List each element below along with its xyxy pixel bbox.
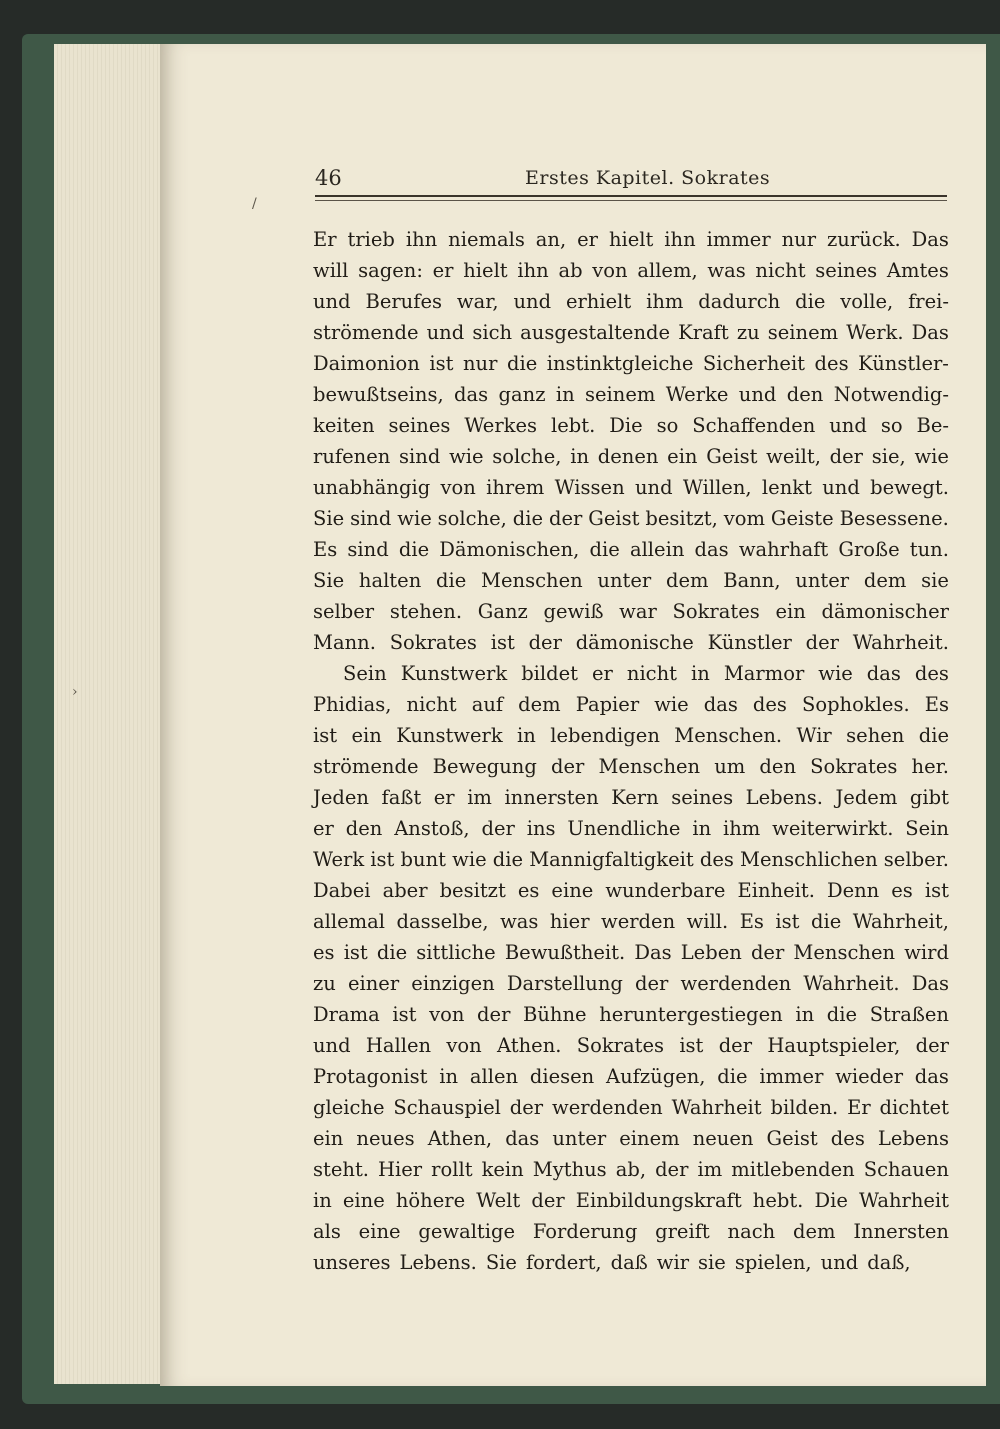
- text-line: selber stehen. Ganz gewiß war Sokrates ein dämonischer: [313, 600, 949, 623]
- body-text: [313, 224, 949, 1278]
- text-line: Werk ist bunt wie die Mannigfaltigkeit des Menschlichen selber.: [313, 848, 949, 871]
- text-line: ist ein Kunstwerk in lebendigen Menschen. Wir sehen die: [313, 724, 949, 747]
- text-line: keiten seines Werkes lebt. Die so Schaffenden und so Be-: [313, 414, 949, 437]
- page-number: 46: [315, 166, 342, 190]
- text-line: in eine höhere Welt der Einbildungskraft hebt. Die Wahrheit: [313, 1189, 949, 1212]
- text-line: steht. Hier rollt kein Mythus ab, der im mitlebenden Schauen: [313, 1158, 949, 1181]
- text-line: zu einer einzigen Darstellung der werdenden Wahrheit. Das: [313, 972, 949, 995]
- text-line: und Berufes war, und erhielt ihm dadurch die volle, frei-: [313, 290, 949, 313]
- text-line: Jeden faßt er im innersten Kern seines Lebens. Jedem gibt: [313, 786, 949, 809]
- text-line: ein neues Athen, das unter einem neuen Geist des Lebens: [313, 1127, 949, 1150]
- text-line: unseres Lebens. Sie fordert, daß wir sie spielen, und daß,: [313, 1251, 911, 1274]
- header-rule: [315, 195, 947, 197]
- text-line: Mann. Sokrates ist der dämonische Künstler der Wahrheit.: [313, 631, 949, 654]
- text-line: Es sind die Dämonischen, die allein das wahrhaft Große tun.: [313, 538, 949, 561]
- text-line: Dabei aber besitzt es eine wunderbare Einheit. Denn es ist: [313, 879, 949, 902]
- text-line: er den Anstoß, der ins Unendliche in ihm weiterwirkt. Sein: [313, 817, 949, 840]
- text-line: strömende Bewegung der Menschen um den Sokrates her.: [313, 755, 949, 778]
- text-line: allemal dasselbe, was hier werden will. Es ist die Wahrheit,: [313, 910, 949, 933]
- page-edges: [54, 44, 174, 1384]
- text-line: als eine gewaltige Forderung greift nach dem Innersten: [313, 1220, 949, 1243]
- text-line: Phidias, nicht auf dem Papier wie das des Sophokles. Es: [313, 693, 949, 716]
- running-head: [315, 166, 947, 196]
- text-line: Drama ist von der Bühne heruntergestiegen in die Straßen: [313, 1003, 949, 1026]
- text-line: gleiche Schauspiel der werdenden Wahrheit bilden. Er dichtet: [313, 1096, 949, 1119]
- text-line: will sagen: er hielt ihn ab von allem, was nicht seines Amtes: [313, 259, 949, 282]
- text-line: bewußtseins, das ganz in seinem Werke und den Notwendig-: [313, 383, 949, 406]
- text-line: Sie sind wie solche, die der Geist besitzt, vom Geiste Besessene.: [313, 507, 949, 530]
- text-line: Daimonion ist nur die instinktgleiche Sicherheit des Künstler-: [313, 352, 949, 375]
- text-line: rufenen sind wie solche, in denen ein Geist weilt, der sie, wie: [313, 445, 949, 468]
- text-line: Sein Kunstwerk bildet er nicht in Marmor wie das des: [343, 662, 949, 685]
- text-line: Er trieb ihn niemals an, er hielt ihn immer nur zurück. Das: [313, 228, 949, 251]
- text-line: strömende und sich ausgestaltende Kraft zu seinem Werk. Das: [313, 321, 949, 344]
- text-line: und Hallen von Athen. Sokrates ist der Hauptspieler, der: [313, 1034, 949, 1057]
- chapter-header: Erstes Kapitel. Sokrates: [525, 167, 771, 189]
- margin-mark: ›: [72, 684, 78, 700]
- text-line: es ist die sittliche Bewußtheit. Das Leben der Menschen wird: [313, 941, 949, 964]
- header-rule-thin: [315, 200, 947, 201]
- pencil-mark: /: [252, 196, 257, 212]
- text-line: Protagonist in allen diesen Aufzügen, die immer wieder das: [313, 1065, 949, 1088]
- text-line: unabhängig von ihrem Wissen und Willen, lenkt und bewegt.: [313, 476, 949, 499]
- text-line: Sie halten die Menschen unter dem Bann, unter dem sie: [313, 569, 949, 592]
